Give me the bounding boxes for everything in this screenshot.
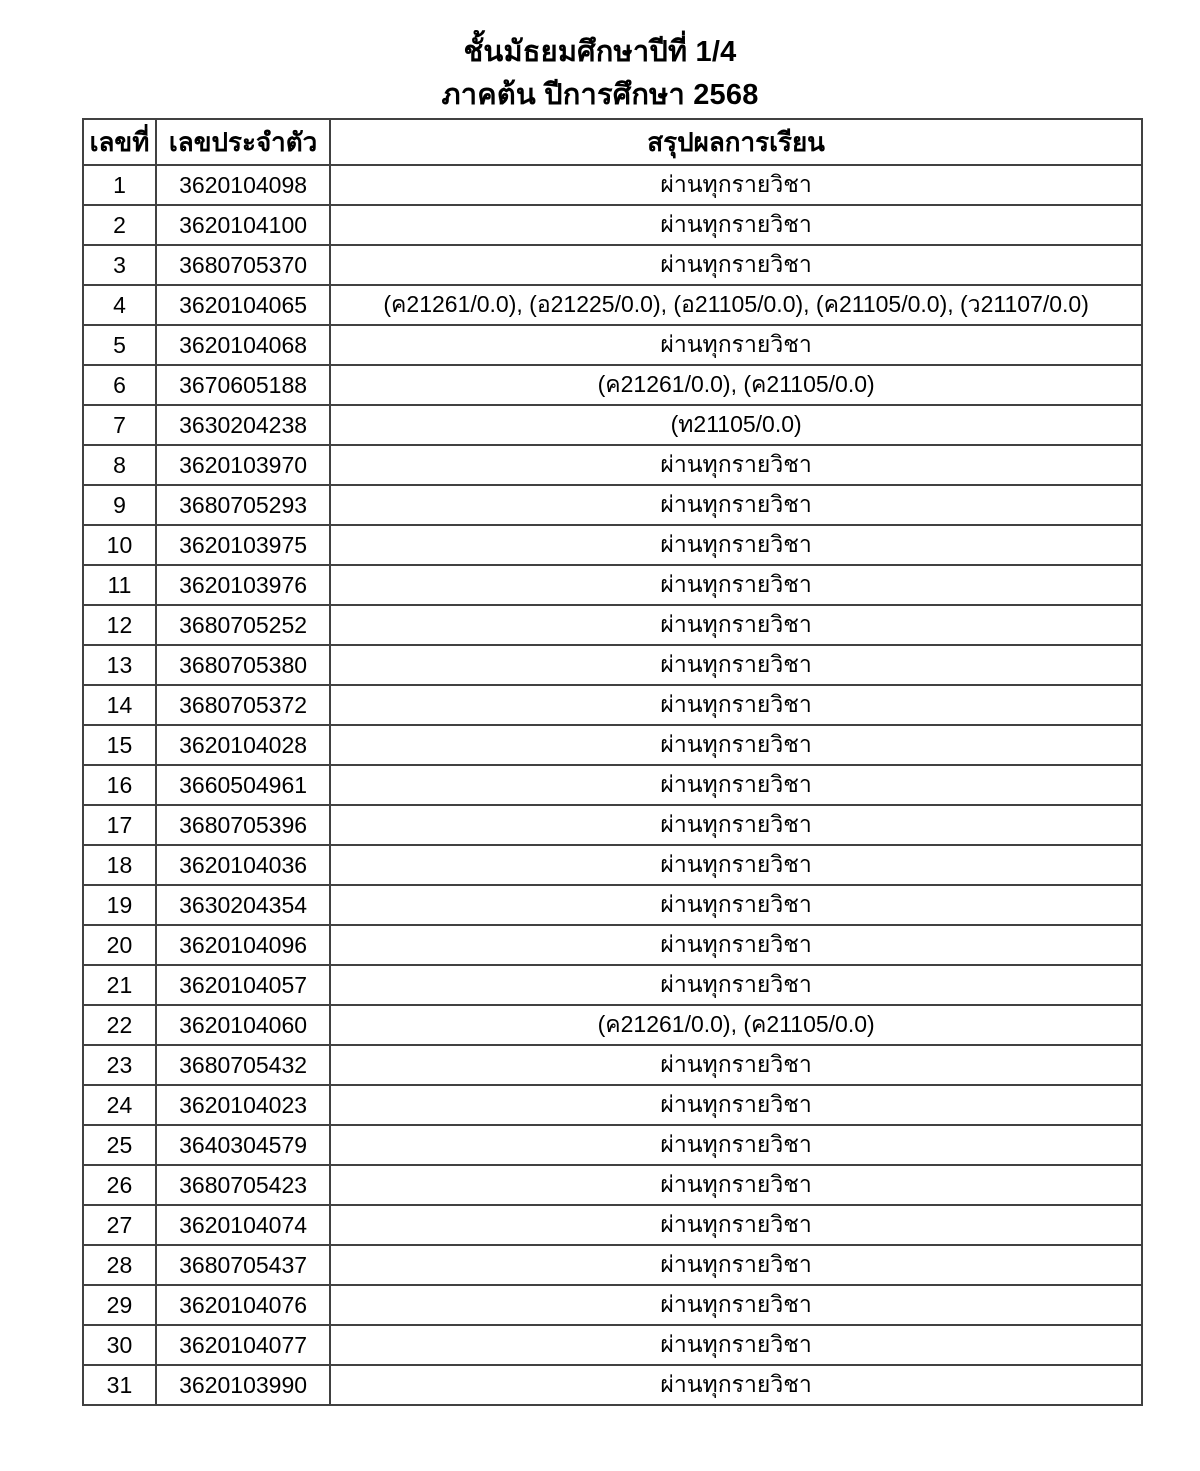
student-id-cell: 3620104023 bbox=[156, 1085, 330, 1125]
student-id-cell: 3620104096 bbox=[156, 925, 330, 965]
result-summary-cell: ผ่านทุกรายวิชา bbox=[330, 165, 1142, 205]
table-row bbox=[83, 165, 1142, 205]
student-id-cell: 3630204238 bbox=[156, 405, 330, 445]
row-number-cell: 19 bbox=[83, 885, 156, 925]
student-id-cell: 3620103970 bbox=[156, 445, 330, 485]
result-summary-cell: ผ่านทุกรายวิชา bbox=[330, 1165, 1142, 1205]
table-row bbox=[83, 1165, 1142, 1205]
result-summary-cell: ผ่านทุกรายวิชา bbox=[330, 445, 1142, 485]
row-number-cell: 28 bbox=[83, 1245, 156, 1285]
result-summary-cell: ผ่านทุกรายวิชา bbox=[330, 1285, 1142, 1325]
row-number-cell: 9 bbox=[83, 485, 156, 525]
row-number-cell: 27 bbox=[83, 1205, 156, 1245]
table-row bbox=[83, 1205, 1142, 1245]
result-summary-cell: ผ่านทุกรายวิชา bbox=[330, 205, 1142, 245]
result-summary-cell: (ค21261/0.0), (อ21225/0.0), (อ21105/0.0), (ค21105/0.0), (ว21107/0.0) bbox=[330, 285, 1142, 325]
row-number-cell: 13 bbox=[83, 645, 156, 685]
student-id-cell: 3670605188 bbox=[156, 365, 330, 405]
result-summary-cell: ผ่านทุกรายวิชา bbox=[330, 1125, 1142, 1165]
row-number-cell: 3 bbox=[83, 245, 156, 285]
column-header-number: เลขที่ bbox=[83, 119, 156, 165]
row-number-cell: 20 bbox=[83, 925, 156, 965]
table-row bbox=[83, 485, 1142, 525]
result-summary-cell: ผ่านทุกรายวิชา bbox=[330, 1365, 1142, 1405]
student-id-cell: 3660504961 bbox=[156, 765, 330, 805]
result-summary-cell: ผ่านทุกรายวิชา bbox=[330, 1245, 1142, 1285]
row-number-cell: 23 bbox=[83, 1045, 156, 1085]
student-id-cell: 3680705252 bbox=[156, 605, 330, 645]
table-row bbox=[83, 885, 1142, 925]
table-row bbox=[83, 365, 1142, 405]
student-id-cell: 3680705423 bbox=[156, 1165, 330, 1205]
table-row bbox=[83, 1285, 1142, 1325]
student-id-cell: 3620104036 bbox=[156, 845, 330, 885]
row-number-cell: 22 bbox=[83, 1005, 156, 1045]
row-number-cell: 6 bbox=[83, 365, 156, 405]
student-id-cell: 3680705437 bbox=[156, 1245, 330, 1285]
table-row bbox=[83, 1005, 1142, 1045]
student-id-cell: 3680705396 bbox=[156, 805, 330, 845]
row-number-cell: 16 bbox=[83, 765, 156, 805]
table-row bbox=[83, 965, 1142, 1005]
result-summary-cell: ผ่านทุกรายวิชา bbox=[330, 685, 1142, 725]
result-summary-cell: ผ่านทุกรายวิชา bbox=[330, 885, 1142, 925]
table-row bbox=[83, 685, 1142, 725]
row-number-cell: 11 bbox=[83, 565, 156, 605]
result-summary-cell: ผ่านทุกรายวิชา bbox=[330, 605, 1142, 645]
row-number-cell: 15 bbox=[83, 725, 156, 765]
student-id-cell: 3640304579 bbox=[156, 1125, 330, 1165]
result-summary-cell: ผ่านทุกรายวิชา bbox=[330, 1325, 1142, 1365]
table-row bbox=[83, 805, 1142, 845]
table-row bbox=[83, 1085, 1142, 1125]
row-number-cell: 7 bbox=[83, 405, 156, 445]
student-id-cell: 3620104100 bbox=[156, 205, 330, 245]
row-number-cell: 21 bbox=[83, 965, 156, 1005]
row-number-cell: 5 bbox=[83, 325, 156, 365]
student-id-cell: 3620104060 bbox=[156, 1005, 330, 1045]
result-summary-cell: ผ่านทุกรายวิชา bbox=[330, 1085, 1142, 1125]
row-number-cell: 26 bbox=[83, 1165, 156, 1205]
student-id-cell: 3620104065 bbox=[156, 285, 330, 325]
table-row bbox=[83, 1125, 1142, 1165]
class-title: ชั้นมัธยมศึกษาปีที่ 1/4 bbox=[463, 36, 737, 68]
student-id-cell: 3680705432 bbox=[156, 1045, 330, 1085]
table-row bbox=[83, 245, 1142, 285]
table-row bbox=[83, 445, 1142, 485]
result-summary-cell: ผ่านทุกรายวิชา bbox=[330, 645, 1142, 685]
table-row bbox=[83, 525, 1142, 565]
row-number-cell: 1 bbox=[83, 165, 156, 205]
row-number-cell: 14 bbox=[83, 685, 156, 725]
table-row bbox=[83, 1245, 1142, 1285]
table-row bbox=[83, 605, 1142, 645]
grade-summary-table bbox=[82, 118, 1143, 1406]
row-number-cell: 18 bbox=[83, 845, 156, 885]
table-row bbox=[83, 1325, 1142, 1365]
result-summary-cell: ผ่านทุกรายวิชา bbox=[330, 965, 1142, 1005]
row-number-cell: 10 bbox=[83, 525, 156, 565]
student-id-cell: 3680705380 bbox=[156, 645, 330, 685]
row-number-cell: 2 bbox=[83, 205, 156, 245]
student-id-cell: 3620104074 bbox=[156, 1205, 330, 1245]
table-body bbox=[83, 165, 1142, 1405]
row-number-cell: 31 bbox=[83, 1365, 156, 1405]
row-number-cell: 29 bbox=[83, 1285, 156, 1325]
student-id-cell: 3680705293 bbox=[156, 485, 330, 525]
table-row bbox=[83, 565, 1142, 605]
semester-subtitle: ภาคต้น ปีการศึกษา 2568 bbox=[441, 79, 759, 111]
student-id-cell: 3620103975 bbox=[156, 525, 330, 565]
table-row bbox=[83, 405, 1142, 445]
row-number-cell: 4 bbox=[83, 285, 156, 325]
student-id-cell: 3620103976 bbox=[156, 565, 330, 605]
column-header-result-summary: สรุปผลการเรียน bbox=[330, 119, 1142, 165]
student-id-cell: 3620104028 bbox=[156, 725, 330, 765]
result-summary-cell: ผ่านทุกรายวิชา bbox=[330, 845, 1142, 885]
row-number-cell: 8 bbox=[83, 445, 156, 485]
student-id-cell: 3630204354 bbox=[156, 885, 330, 925]
table-row bbox=[83, 1365, 1142, 1405]
result-summary-cell: (ค21261/0.0), (ค21105/0.0) bbox=[330, 1005, 1142, 1045]
result-summary-cell: (ท21105/0.0) bbox=[330, 405, 1142, 445]
table-row bbox=[83, 1045, 1142, 1085]
student-id-cell: 3620104077 bbox=[156, 1325, 330, 1365]
row-number-cell: 12 bbox=[83, 605, 156, 645]
result-summary-cell: ผ่านทุกรายวิชา bbox=[330, 725, 1142, 765]
row-number-cell: 30 bbox=[83, 1325, 156, 1365]
student-id-cell: 3620104098 bbox=[156, 165, 330, 205]
result-summary-cell: ผ่านทุกรายวิชา bbox=[330, 765, 1142, 805]
result-summary-cell: ผ่านทุกรายวิชา bbox=[330, 925, 1142, 965]
table-row bbox=[83, 645, 1142, 685]
student-id-cell: 3620104076 bbox=[156, 1285, 330, 1325]
table-row bbox=[83, 325, 1142, 365]
table-row bbox=[83, 205, 1142, 245]
table-row bbox=[83, 925, 1142, 965]
result-summary-cell: ผ่านทุกรายวิชา bbox=[330, 325, 1142, 365]
table-row bbox=[83, 725, 1142, 765]
row-number-cell: 25 bbox=[83, 1125, 156, 1165]
row-number-cell: 17 bbox=[83, 805, 156, 845]
student-id-cell: 3620104068 bbox=[156, 325, 330, 365]
row-number-cell: 24 bbox=[83, 1085, 156, 1125]
table-header-row bbox=[83, 119, 1142, 165]
result-summary-cell: (ค21261/0.0), (ค21105/0.0) bbox=[330, 365, 1142, 405]
table-row bbox=[83, 285, 1142, 325]
student-id-cell: 3620104057 bbox=[156, 965, 330, 1005]
result-summary-cell: ผ่านทุกรายวิชา bbox=[330, 1205, 1142, 1245]
result-summary-cell: ผ่านทุกรายวิชา bbox=[330, 805, 1142, 845]
table-row bbox=[83, 765, 1142, 805]
result-summary-cell: ผ่านทุกรายวิชา bbox=[330, 565, 1142, 605]
result-summary-cell: ผ่านทุกรายวิชา bbox=[330, 1045, 1142, 1085]
student-id-cell: 3680705372 bbox=[156, 685, 330, 725]
table-row bbox=[83, 845, 1142, 885]
column-header-student-id: เลขประจำตัว bbox=[156, 119, 330, 165]
result-summary-cell: ผ่านทุกรายวิชา bbox=[330, 245, 1142, 285]
student-id-cell: 3680705370 bbox=[156, 245, 330, 285]
result-summary-cell: ผ่านทุกรายวิชา bbox=[330, 525, 1142, 565]
student-id-cell: 3620103990 bbox=[156, 1365, 330, 1405]
result-summary-cell: ผ่านทุกรายวิชา bbox=[330, 485, 1142, 525]
